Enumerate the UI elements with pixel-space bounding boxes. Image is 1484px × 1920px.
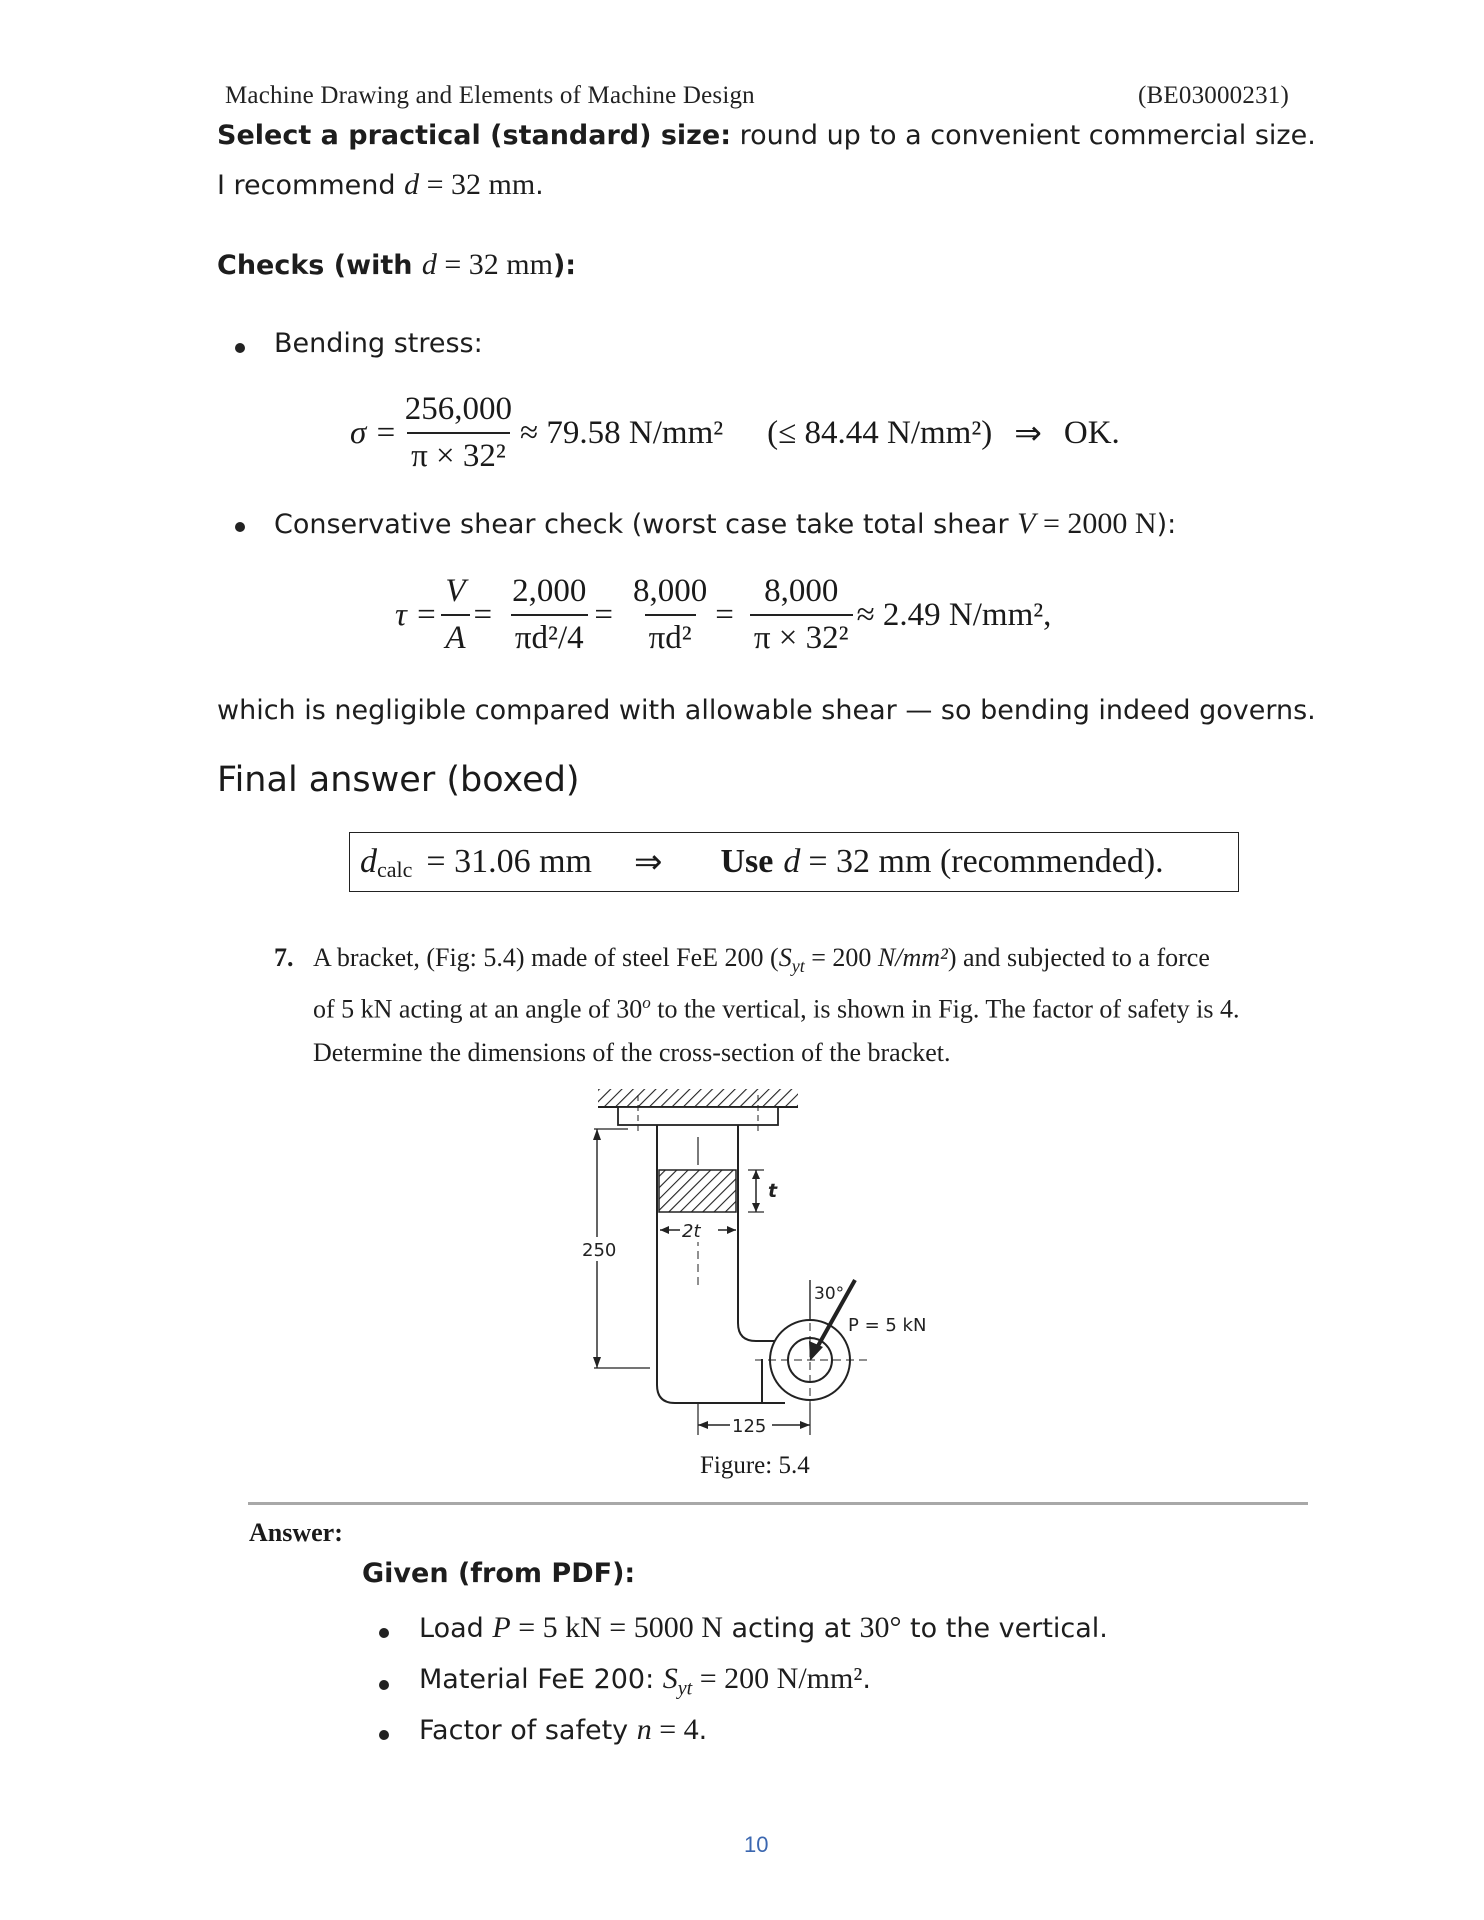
bending-lhs: σ = bbox=[350, 414, 397, 451]
shear-result: ≈ 2.49 N/mm², bbox=[856, 596, 1052, 633]
checks-suffix: ): bbox=[552, 250, 577, 281]
arrow-head bbox=[800, 1421, 810, 1429]
fos-value: = 4 bbox=[651, 1713, 699, 1746]
material-sub: yt bbox=[677, 1677, 693, 1700]
bending-label: Bending stress: bbox=[274, 328, 483, 359]
force-label: P = 5 kN bbox=[848, 1315, 927, 1336]
answer-label: Answer: bbox=[249, 1518, 343, 1547]
t-label: t bbox=[768, 1180, 778, 1202]
recommend-value: = 32 mm bbox=[419, 168, 536, 201]
shear-label-suffix: ): bbox=[1156, 509, 1177, 540]
wall-hatch bbox=[598, 1089, 798, 1107]
bullet-dot bbox=[379, 1628, 389, 1638]
load-mid: acting at bbox=[722, 1613, 860, 1644]
checks-heading bbox=[217, 248, 576, 282]
material-prefix: Material FeE 200: bbox=[419, 1664, 663, 1695]
final-arrow: ⇒ bbox=[633, 844, 663, 881]
question-number: 7. bbox=[274, 943, 294, 972]
shear-f1-den: A bbox=[441, 614, 469, 657]
question-line-3: Determine the dimensions of the cross-section of the bracket. bbox=[313, 1038, 951, 1067]
bending-result: ≈ 79.58 N/mm² bbox=[520, 414, 724, 451]
final-d-var: d bbox=[360, 843, 377, 880]
material-suffix: . bbox=[862, 1664, 871, 1695]
page-number: 10 bbox=[744, 1832, 769, 1857]
load-suffix: to the vertical. bbox=[901, 1613, 1108, 1644]
arrow-head bbox=[593, 1129, 601, 1140]
shear-lhs: τ = bbox=[395, 596, 438, 633]
q-line2-b: to the vertical, is shown in Fig. The factor of safety is 4. bbox=[650, 994, 1240, 1024]
shear-f4-num: 8,000 bbox=[764, 573, 839, 609]
question-line-2 bbox=[313, 993, 1239, 1025]
load-var: P bbox=[492, 1611, 511, 1644]
fos-suffix: . bbox=[698, 1715, 708, 1746]
material-value: = 200 N/mm² bbox=[692, 1662, 863, 1695]
recommend-line bbox=[217, 168, 544, 202]
2t-label: 2t bbox=[682, 1221, 701, 1242]
bending-equation bbox=[350, 388, 1120, 478]
bending-verdict: OK. bbox=[1063, 414, 1120, 451]
final-d-value: = 31.06 mm bbox=[426, 843, 592, 880]
figure-caption: Figure: 5.4 bbox=[700, 1452, 810, 1479]
final-d-sub: calc bbox=[377, 857, 413, 882]
base-plate bbox=[618, 1107, 778, 1125]
shear-fraction-3 bbox=[629, 573, 711, 657]
final-use-label: Use bbox=[720, 843, 774, 880]
shear-f3-num: 8,000 bbox=[633, 573, 708, 609]
shear-label-value: = 2000 N bbox=[1035, 507, 1157, 540]
shear-fraction-2 bbox=[508, 573, 590, 657]
load-value: = 5 kN = 5000 N bbox=[510, 1611, 723, 1644]
fos-var: n bbox=[636, 1713, 652, 1746]
cross-section bbox=[659, 1170, 736, 1212]
given-heading: Given (from PDF): bbox=[362, 1558, 636, 1589]
given-item-fos bbox=[419, 1713, 707, 1747]
250-label: 250 bbox=[582, 1240, 617, 1261]
load-prefix: Load bbox=[419, 1613, 493, 1644]
q-line2-sup: o bbox=[642, 993, 651, 1012]
bullet-dot bbox=[235, 522, 245, 532]
material-var: S bbox=[662, 1662, 678, 1695]
shear-label-prefix: Conservative shear check (worst case take total shear bbox=[274, 509, 1018, 540]
shear-fraction-1 bbox=[441, 573, 469, 657]
bending-arrow: ⇒ bbox=[1014, 416, 1042, 452]
bullet-dot bbox=[379, 1730, 389, 1740]
shear-eq: = bbox=[594, 596, 614, 633]
standard-size-text: round up to a convenient commercial size. bbox=[731, 120, 1316, 151]
arrow-head bbox=[698, 1421, 708, 1429]
125-label: 125 bbox=[732, 1416, 767, 1437]
bending-denominator: π × 32² bbox=[407, 432, 510, 475]
header-course-title: Machine Drawing and Elements of Machine Design bbox=[225, 82, 755, 109]
bracket-figure bbox=[580, 1085, 960, 1440]
q-line1-c: ) and subjected to a force bbox=[947, 943, 1210, 972]
shear-f4-den: π × 32² bbox=[750, 614, 853, 657]
standard-size-line bbox=[217, 120, 1316, 151]
bending-fraction bbox=[401, 391, 516, 475]
shear-label bbox=[274, 507, 1176, 541]
checks-value: = 32 mm bbox=[436, 248, 553, 281]
q-line1-b: = 200 bbox=[804, 943, 878, 972]
bullet-dot bbox=[379, 1680, 389, 1690]
recommend-prefix: I recommend bbox=[217, 170, 405, 201]
q-line1-var: S bbox=[778, 943, 792, 972]
arrow-head bbox=[752, 1203, 760, 1212]
shear-fraction-4 bbox=[750, 573, 853, 657]
fos-prefix: Factor of safety bbox=[419, 1715, 637, 1746]
final-use-value: = 32 mm (recommended). bbox=[808, 843, 1164, 880]
checks-prefix: Checks (with bbox=[217, 250, 422, 281]
bending-limit: (≤ 84.44 N/mm²) bbox=[767, 414, 993, 451]
load-angle: 30° bbox=[859, 1611, 902, 1644]
header-course-code: (BE03000231) bbox=[1138, 82, 1289, 109]
final-heading: Final answer (boxed) bbox=[217, 760, 580, 800]
q-line1-sub: yt bbox=[791, 956, 805, 977]
shear-equation bbox=[395, 570, 1051, 660]
arrow-head bbox=[752, 1170, 760, 1179]
final-use-var: d bbox=[783, 843, 801, 880]
q-line2-a: of 5 kN acting at an angle of 30 bbox=[313, 994, 643, 1024]
final-answer-box bbox=[349, 832, 1239, 892]
shear-eq: = bbox=[473, 596, 493, 633]
arrow-head bbox=[593, 1357, 601, 1368]
given-item-load bbox=[419, 1611, 1108, 1645]
shear-f3-den: πd² bbox=[645, 614, 696, 657]
checks-var: d bbox=[421, 248, 437, 281]
shear-eq: = bbox=[715, 596, 734, 633]
q-line1-unit: N/mm² bbox=[877, 943, 948, 972]
bullet-dot bbox=[235, 343, 245, 353]
shear-f2-num: 2,000 bbox=[512, 573, 587, 609]
q-line1-a: A bracket, (Fig: 5.4) made of steel FeE 200 ( bbox=[313, 943, 779, 972]
recommend-suffix: . bbox=[535, 170, 544, 201]
recommend-var: d bbox=[404, 168, 420, 201]
section-divider bbox=[248, 1502, 1308, 1505]
shear-f1-num: V bbox=[445, 573, 466, 609]
question-line-1 bbox=[313, 943, 1210, 977]
standard-size-label: Select a practical (standard) size: bbox=[217, 120, 732, 151]
angle-label: 30° bbox=[814, 1284, 845, 1304]
arrow-head bbox=[660, 1226, 669, 1234]
shear-label-var: V bbox=[1017, 507, 1036, 540]
bending-numerator: 256,000 bbox=[404, 391, 513, 427]
shear-f2-den: πd²/4 bbox=[511, 614, 588, 657]
conclusion-text: which is negligible compared with allowable shear — so bending indeed governs. bbox=[217, 695, 1316, 726]
arrow-head bbox=[727, 1226, 736, 1234]
given-item-material bbox=[419, 1662, 871, 1700]
